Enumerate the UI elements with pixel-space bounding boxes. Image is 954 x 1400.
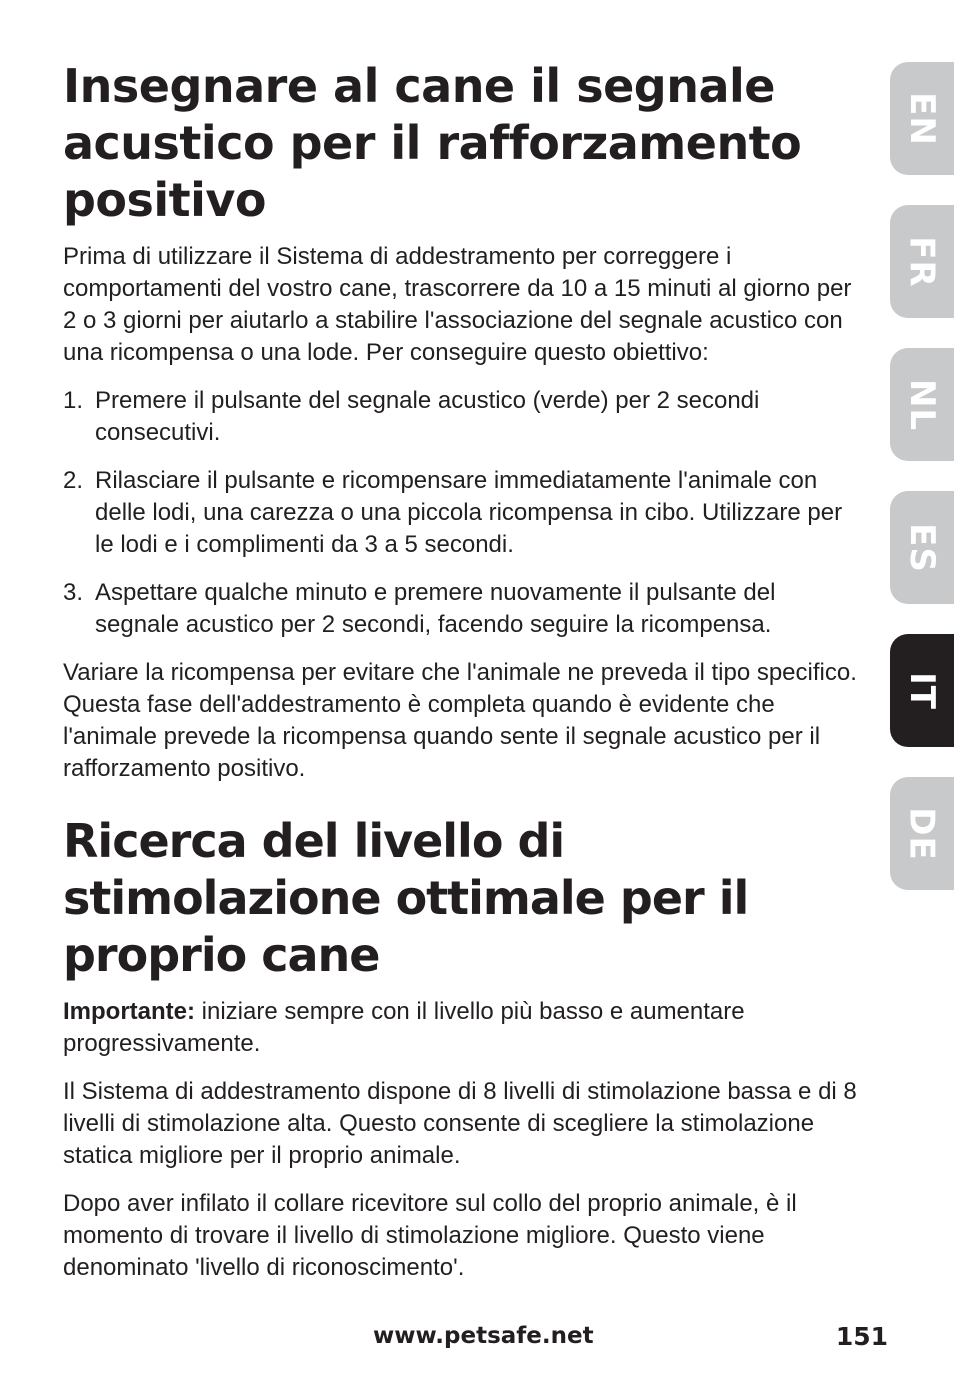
important-label: Importante:: [63, 998, 195, 1025]
language-tabs: [890, 62, 954, 920]
important-note: [63, 996, 863, 1060]
step-text: Aspettare qualche minuto e premere nuovamente il pulsante del segnale acustico per 2 secondi, facendo seguire la ricompensa.: [95, 579, 776, 638]
tab-label: NL: [902, 378, 942, 431]
list-item: [63, 465, 863, 561]
language-tab-fr[interactable]: [890, 205, 954, 318]
important-text: iniziare sempre con il livello più basso e aumentare progressivamente.: [63, 998, 745, 1057]
section-title-positive-reinforcement: Insegnare al cane il segnale acustico per il rafforzamento positivo: [63, 59, 802, 227]
language-tab-en[interactable]: [890, 62, 954, 175]
closing-paragraph: Variare la ricompensa per evitare che l'animale ne preveda il tipo specifico. Questa fase dell'addestramento è completa quando è evidente che l'animale prevede la ricompensa quando sente il segnale acustico per il rafforzamento positivo.: [63, 659, 857, 782]
language-tab-it[interactable]: [890, 634, 954, 747]
step-number: 1.: [63, 387, 84, 414]
levels-paragraph: Il Sistema di addestramento dispone di 8 livelli di stimolazione bassa e di 8 livelli di stimolazione alta. Questo consente di scegliere la stimolazione statica migliore per il proprio animale.: [63, 1078, 857, 1169]
tab-label: IT: [902, 671, 942, 710]
tab-label: EN: [902, 91, 942, 146]
steps-list: [63, 385, 863, 641]
tab-label: ES: [902, 522, 942, 573]
section-title-stimulation-level: Ricerca del livello di stimolazione ottimale per il proprio cane: [63, 814, 749, 982]
tab-label: DE: [901, 806, 942, 861]
recognition-paragraph: Dopo aver infilato il collare ricevitore sul collo del proprio animale, è il momento di trovare il livello di stimolazione migliore. Questo viene denominato 'livello di riconoscimento'.: [63, 1190, 797, 1281]
language-tab-de[interactable]: [890, 777, 954, 890]
page-content: [63, 58, 863, 1284]
page-number: 151: [835, 1322, 888, 1351]
tab-label: FR: [902, 235, 942, 288]
step-number: 2.: [63, 467, 84, 494]
list-item: [63, 385, 863, 449]
language-tab-es[interactable]: [890, 491, 954, 604]
step-number: 3.: [63, 579, 84, 606]
step-text: Premere il pulsante del segnale acustico (verde) per 2 secondi consecutivi.: [95, 387, 760, 446]
footer-url: www.petsafe.net: [373, 1323, 594, 1349]
step-text: Rilasciare il pulsante e ricompensare immediatamente l'animale con delle lodi, una carezza o una piccola ricompensa in cibo. Utilizzare per le lodi e i complimenti da 3 a 5 secondi.: [95, 467, 843, 558]
language-tab-nl[interactable]: [890, 348, 954, 461]
intro-paragraph: Prima di utilizzare il Sistema di addestramento per correggere i comportamenti del vostro cane, trascorrere da 10 a 15 minuti al giorno per 2 o 3 giorni per aiutarlo a stabilire l'associazione del segnale acustico con una ricompensa o una lode. Per conseguire questo obiettivo:: [63, 243, 852, 366]
list-item: [63, 577, 863, 641]
